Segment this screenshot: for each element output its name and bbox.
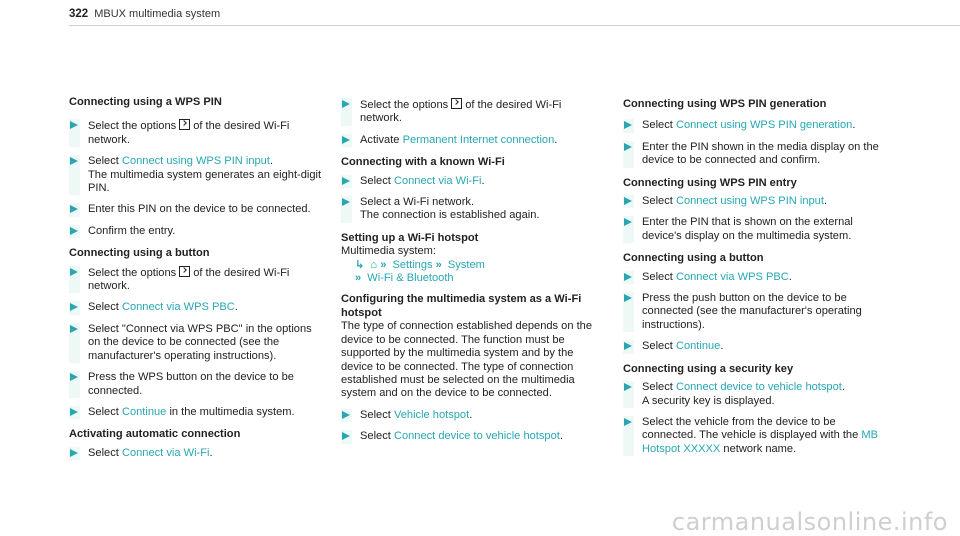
step-arrow-icon xyxy=(342,432,350,440)
link-wifi-bluetooth[interactable]: Wi-Fi & Bluetooth xyxy=(367,272,454,285)
step: Select Connect via WPS PBC. xyxy=(69,301,325,314)
menu-path-continued xyxy=(341,272,599,285)
step: Press the push button on the device to be connected (see the manufacturer's operating instructions). xyxy=(623,292,879,332)
step: Activate Permanent Internet connection. xyxy=(341,134,599,147)
step: Select Continue. xyxy=(623,340,879,353)
options-icon[interactable] xyxy=(451,98,462,109)
link-connect-via-wifi[interactable]: Connect via Wi-Fi xyxy=(393,174,482,187)
options-icon[interactable] xyxy=(179,266,190,277)
link-connect-wps-pin-input[interactable]: Connect using WPS PIN input xyxy=(675,195,824,208)
heading-wps-pin-entry: Connecting using WPS PIN entry xyxy=(623,176,797,189)
link-connect-wps-pin-input[interactable]: Connect using WPS PIN input xyxy=(121,155,270,168)
page-number: 322 xyxy=(69,8,89,20)
heading-configure-hotspot: Configuring the multimedia system as a Wi-Fi hotspot xyxy=(341,293,582,319)
link-system[interactable]: System xyxy=(447,258,485,271)
step: Select Connect using WPS PIN input. The multimedia system generates an eight-digit PIN. xyxy=(69,155,325,195)
column-3 xyxy=(623,98,879,464)
step: Select Continue in the multimedia system. xyxy=(69,406,325,419)
step: Select Connect device to vehicle hotspot. A security key is displayed. xyxy=(623,381,879,408)
link-continue[interactable]: Continue xyxy=(675,340,721,353)
column-2 xyxy=(341,98,599,452)
heading-wifi-hotspot: Setting up a Wi-Fi hotspot xyxy=(341,231,479,244)
step: Select Connect via Wi-Fi. xyxy=(69,447,325,460)
step: Select Connect via WPS PBC. xyxy=(623,271,879,284)
watermark: carmanualsonline.info xyxy=(671,507,948,536)
step-arrow-icon xyxy=(624,121,632,129)
step-arrow-icon xyxy=(70,449,78,457)
heading-security-key: Connecting using a security key xyxy=(623,362,794,375)
step: Select Connect via Wi-Fi. xyxy=(341,175,599,188)
step-arrow-icon xyxy=(70,303,78,311)
options-icon[interactable] xyxy=(179,119,190,130)
step: Confirm the entry. xyxy=(69,225,325,238)
step-arrow-icon xyxy=(624,383,632,391)
home-icon[interactable]: ⌂ xyxy=(370,258,378,271)
step-arrow-icon xyxy=(342,100,350,108)
link-connect-via-wps-pbc[interactable]: Connect via WPS PBC xyxy=(675,270,789,283)
step: Press the WPS button on the device to be connected. xyxy=(69,371,325,398)
step: Enter this PIN on the device to be connected. xyxy=(69,203,325,216)
step-arrow-icon xyxy=(624,342,632,350)
link-continue[interactable]: Continue xyxy=(121,405,167,418)
link-connect-device-hotspot[interactable]: Connect device to vehicle hotspot xyxy=(393,430,560,443)
link-mb-hotspot[interactable]: MB Hotspot XXXXX xyxy=(642,429,878,455)
step: Enter the PIN that is shown on the external device's display on the multimedia system. xyxy=(623,216,879,243)
heading-button: Connecting using a button xyxy=(69,247,210,260)
chevron-right-icon: » xyxy=(355,272,362,285)
link-connect-via-wifi[interactable]: Connect via Wi-Fi xyxy=(121,446,210,459)
heading-automatic-connection: Activating automatic connection xyxy=(69,428,241,441)
heading-wps-pin-generation: Connecting using WPS PIN generation xyxy=(623,98,827,110)
return-arrow-icon: ↳ xyxy=(355,258,365,271)
menu-path xyxy=(341,259,599,272)
step: Select Connect using WPS PIN generation. xyxy=(623,119,879,132)
step: Select Connect using WPS PIN input. xyxy=(623,195,879,208)
step-arrow-icon xyxy=(624,197,632,205)
step: Select the options of the desired Wi-Fi network. xyxy=(341,98,599,126)
step-arrow-icon xyxy=(342,177,350,185)
paragraph-connection-type: The type of connection established depends on the device to be connected. The function must be supported by the multimedia system and by the device to be connected. The type of connection established must be selected on the multimedia system and on the device to be connected. xyxy=(341,320,593,400)
step-arrow-icon xyxy=(342,198,350,206)
link-connect-device-hotspot[interactable]: Connect device to vehicle hotspot xyxy=(675,381,842,394)
step-arrow-icon xyxy=(70,205,78,213)
step-arrow-icon xyxy=(624,218,632,226)
chevron-right-icon: » xyxy=(435,258,442,271)
link-connect-via-wps-pbc[interactable]: Connect via WPS PBC xyxy=(121,301,235,314)
link-wps-pin-generation[interactable]: Connect using WPS PIN generation xyxy=(675,119,853,132)
step-arrow-icon xyxy=(70,227,78,235)
link-settings[interactable]: Settings xyxy=(392,258,433,271)
step: Select the vehicle from the device to be connected. The vehicle is displayed with the MB Hotspot XXXXX network name. xyxy=(623,416,879,456)
step: Select Vehicle hotspot. xyxy=(341,409,599,422)
page-header xyxy=(69,8,220,22)
step-arrow-icon xyxy=(70,325,78,333)
step: Select the options of the desired Wi-Fi network. xyxy=(69,266,325,294)
heading-known-wifi: Connecting with a known Wi-Fi xyxy=(341,156,505,169)
step-arrow-icon xyxy=(70,373,78,381)
heading-button: Connecting using a button xyxy=(623,252,764,265)
step-arrow-icon xyxy=(624,418,632,426)
step: Select a Wi-Fi network. The connection is established again. xyxy=(341,196,599,223)
step-arrow-icon xyxy=(70,157,78,165)
heading-wps-pin: Connecting using a WPS PIN xyxy=(69,96,222,108)
step-arrow-icon xyxy=(342,411,350,419)
multimedia-label: Multimedia system: xyxy=(341,245,436,258)
step: Select the options of the desired Wi-Fi network. xyxy=(69,119,325,147)
step-arrow-icon xyxy=(342,136,350,144)
step: Select "Connect via WPS PBC" in the options on the device to be connected (see the manufacturer's operating instructions). xyxy=(69,323,325,363)
step-arrow-icon xyxy=(624,294,632,302)
step: Select Connect device to vehicle hotspot. xyxy=(341,430,599,443)
page-title: MBUX multimedia system xyxy=(94,8,221,20)
step: Enter the PIN shown in the media display on the device to be connected and confirm. xyxy=(623,141,879,168)
step-arrow-icon xyxy=(70,121,78,129)
step-arrow-icon xyxy=(70,408,78,416)
chevron-right-icon: » xyxy=(380,258,387,271)
column-1 xyxy=(69,96,325,468)
link-permanent-internet[interactable]: Permanent Internet connection xyxy=(402,133,555,146)
step-arrow-icon xyxy=(70,268,78,276)
step-arrow-icon xyxy=(624,143,632,151)
link-vehicle-hotspot[interactable]: Vehicle hotspot xyxy=(393,408,470,421)
header-divider xyxy=(69,25,960,26)
step-arrow-icon xyxy=(624,273,632,281)
